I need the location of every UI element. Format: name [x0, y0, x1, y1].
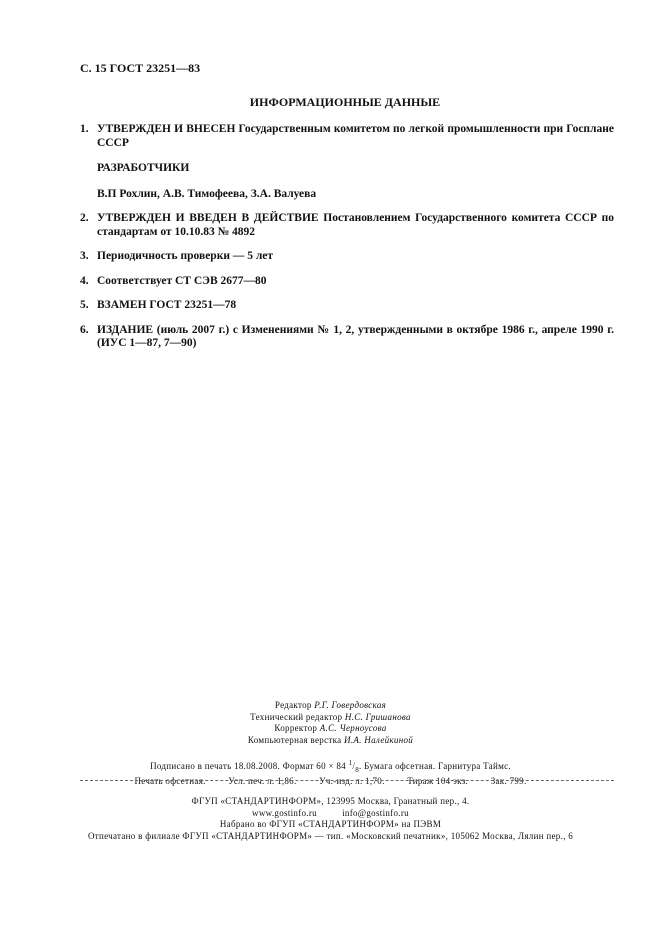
separator-rule: [80, 780, 614, 781]
developers-heading: РАЗРАБОТЧИКИ: [97, 162, 190, 174]
item-text: УТВЕРЖДЕН И ВВЕДЕН В ДЕЙСТВИЕ Постановлением Государственного комитета СССР по стандартам от 10.10.83 № 4892: [97, 212, 614, 238]
layout-line: Компьютерная верстка И.А. Налейкиной: [247, 734, 414, 745]
page-header: С. 15 ГОСТ 23251—83: [80, 61, 201, 75]
item-text: ВЗАМЕН ГОСТ 23251—78: [97, 299, 237, 311]
info-item-6: [80, 324, 614, 351]
editor-line: Редактор Р.Г. Говердовская: [274, 700, 387, 710]
print-info-line-2: Печать офсетная. Усл. печ. л. 1,86. Уч.-изд. л. 1,70. Тираж 104 экз. Зак. 799.: [134, 776, 527, 787]
printed-note: Отпечатано в филиале ФГУП «СТАНДАРТИНФОРМ» — тип. «Московский печатник», 105062 Москва, Лялин пер., 6: [87, 830, 574, 841]
colophon: [0, 700, 661, 788]
info-items-list: [80, 123, 614, 362]
item-text: УТВЕРЖДЕН И ВНЕСЕН Государственным комитетом по легкой промышленности при Госплане СССР: [97, 123, 614, 149]
typeset-note: Набрано во ФГУП «СТАНДАРТИНФОРМ» на ПЭВМ: [219, 819, 442, 829]
item-number: 3.: [80, 250, 89, 262]
tech-editor-line: Технический редактор Н.С. Гришанова: [250, 711, 411, 722]
publisher-info: [0, 796, 661, 842]
info-item-5: [80, 299, 614, 313]
publisher-address: ФГУП «СТАНДАРТИНФОРМ», 123995 Москва, Гранатный пер., 4.: [191, 796, 470, 806]
publisher-website[interactable]: www.gostinfo.ru: [252, 807, 317, 818]
corrector-line: Корректор А.С. Черноусова: [274, 723, 387, 733]
item-text: Периодичность проверки — 5 лет: [97, 250, 274, 262]
info-item-2: [80, 212, 614, 239]
print-info-line-1: Подписано в печать 18.08.2008. Формат 60 × 84 $^1/_8$. Бумага офсетная. Гарнитура Таймс.: [150, 759, 511, 774]
info-item-3: [80, 250, 614, 264]
item-number: 4.: [80, 274, 89, 287]
item-text: ИЗДАНИЕ (июль 2007 г.) с Изменениями № 1, 2, утвержденными в октябре 1986 г., апреле 1990 г. (ИУС 1—87, 7—90): [97, 323, 614, 349]
info-item-1: [80, 123, 614, 201]
item-text: Соответствует СТ СЭВ 2677—80: [97, 274, 267, 287]
publisher-contacts: [0, 808, 661, 820]
item-number: 5.: [80, 299, 89, 311]
item-number: 6.: [80, 323, 89, 336]
info-item-4: [80, 275, 614, 289]
item-number: 1.: [80, 123, 89, 135]
publisher-email[interactable]: info@gostinfo.ru: [342, 807, 409, 818]
document-title: ИНФОРМАЦИОННЫЕ ДАННЫЕ: [249, 95, 441, 109]
item-number: 2.: [80, 212, 89, 224]
developers-names: В.П Рохлин, А.В. Тимофеева, З.А. Валуева: [97, 187, 317, 200]
